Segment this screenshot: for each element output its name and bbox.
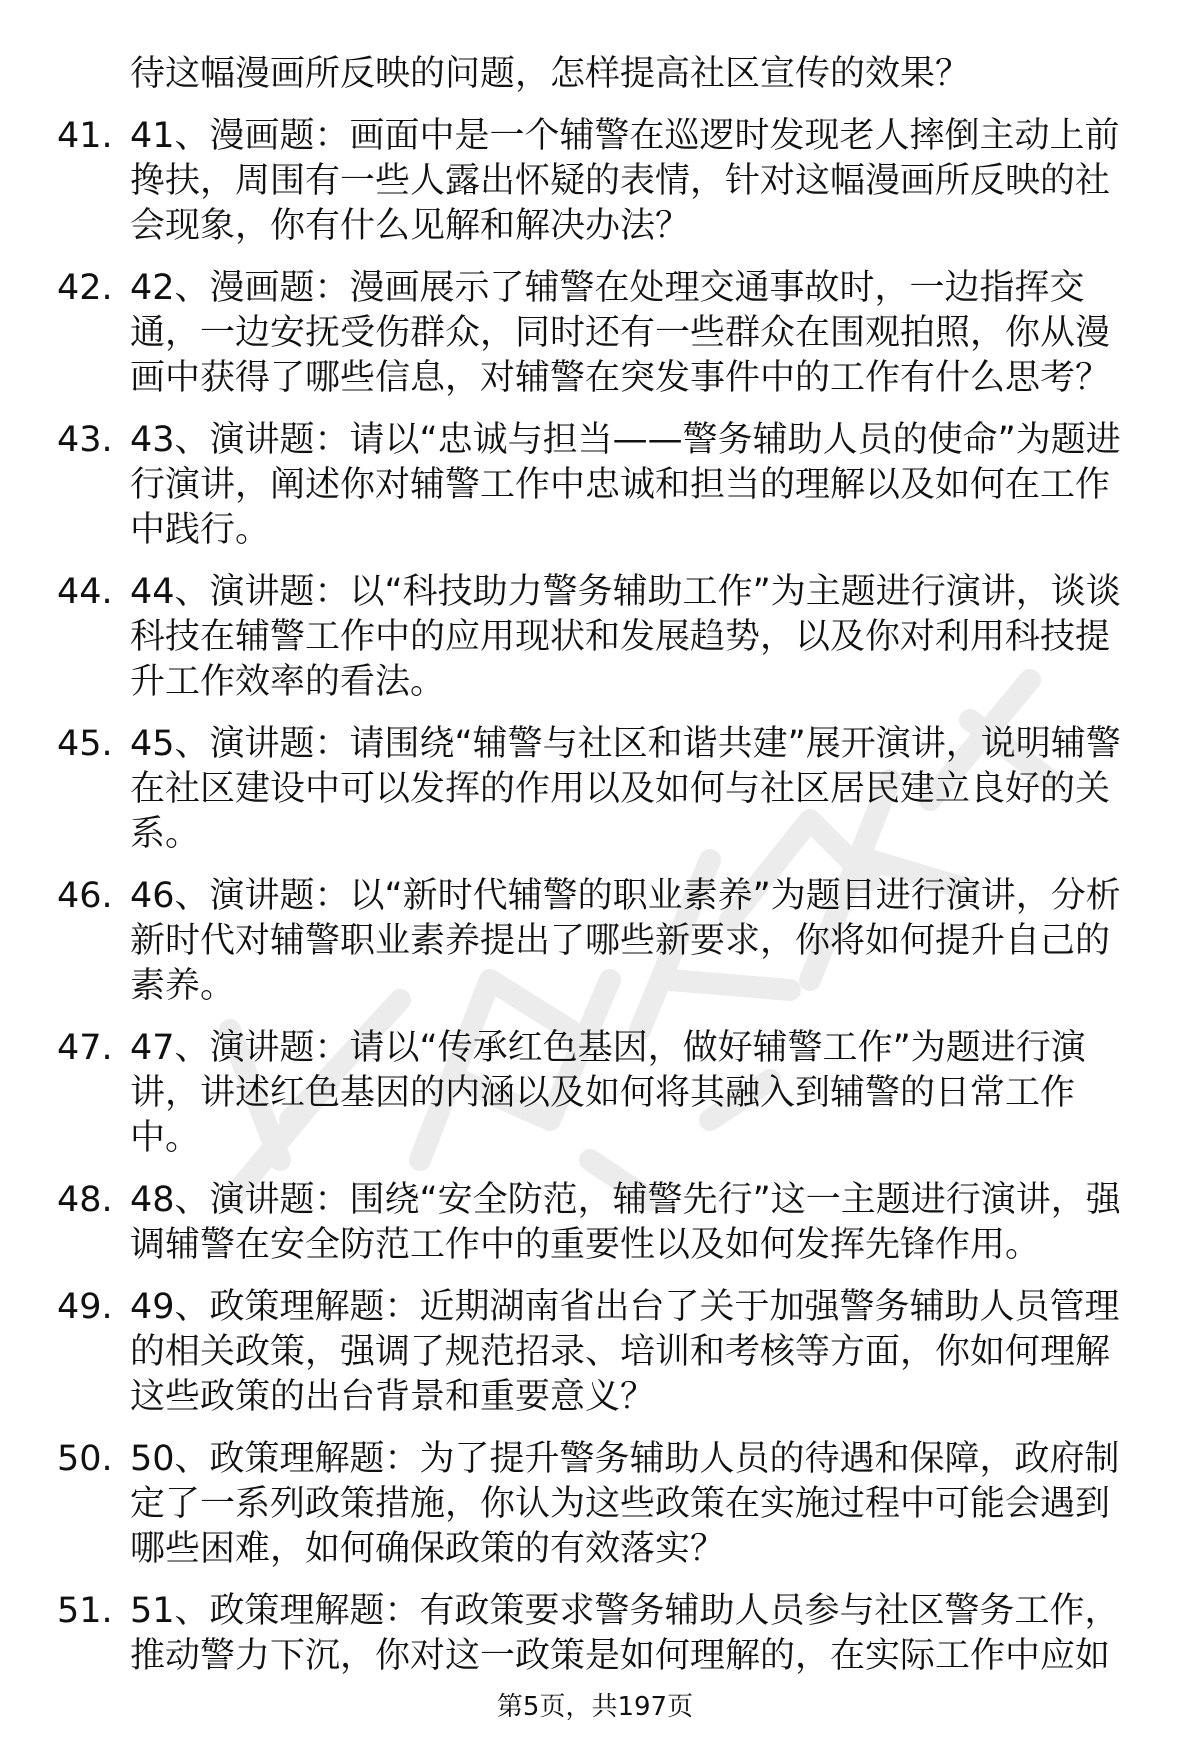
question-line: 47、演讲题：请以“传承红色基因，做好辅警工作”为题进行演 bbox=[130, 1028, 1086, 1068]
question-item bbox=[0, 1026, 1190, 1161]
question-text bbox=[130, 1026, 1135, 1161]
question-text bbox=[130, 570, 1135, 705]
question-line: 系。 bbox=[130, 814, 201, 854]
question-item bbox=[0, 1178, 1190, 1268]
question-text bbox=[130, 1437, 1135, 1572]
question-line: 45、演讲题：请围绕“辅警与社区和谐共建”展开演讲，说明辅警 bbox=[130, 724, 1121, 764]
question-line: 会现象，你有什么见解和解决办法？ bbox=[130, 206, 691, 246]
question-number: 51. bbox=[57, 1591, 113, 1631]
question-item bbox=[0, 1285, 1190, 1420]
question-number: 45. bbox=[57, 724, 113, 764]
question-item bbox=[0, 266, 1190, 401]
question-line: 画中获得了哪些信息，对辅警在突发事件中的工作有什么思考？ bbox=[130, 358, 1111, 398]
question-text bbox=[130, 1589, 1135, 1679]
question-number: 43. bbox=[57, 420, 113, 460]
question-item bbox=[0, 1589, 1190, 1679]
question-text bbox=[130, 1285, 1135, 1420]
question-line: 新时代对辅警职业素养提出了哪些新要求，你将如何提升自己的 bbox=[130, 921, 1111, 961]
question-number: 50. bbox=[57, 1439, 113, 1479]
question-line: 搀扶，周围有一些人露出怀疑的表情，针对这幅漫画所反映的社 bbox=[130, 161, 1111, 201]
question-text bbox=[130, 874, 1135, 1009]
question-line: 46、演讲题：以“新时代辅警的职业素养”为题目进行演讲，分析 bbox=[130, 876, 1121, 916]
page-number: 第5页，共197页 bbox=[496, 1692, 694, 1722]
question-item bbox=[0, 874, 1190, 1009]
question-line: 素养。 bbox=[130, 966, 236, 1006]
question-line: 的相关政策，强调了规范招录、培训和考核等方面，你如何理解 bbox=[130, 1332, 1111, 1372]
question-line: 推动警力下沉，你对这一政策是如何理解的，在实际工作中应如 bbox=[130, 1636, 1111, 1676]
question-number: 44. bbox=[57, 572, 113, 612]
question-item bbox=[0, 114, 1190, 249]
question-text bbox=[130, 114, 1135, 249]
question-line: 50、政策理解题：为了提升警务辅助人员的待遇和保障，政府制 bbox=[130, 1439, 1120, 1479]
continuation-text: 待这幅漫画所反映的问题，怎样提高社区宣传的效果？ bbox=[130, 54, 971, 94]
question-line: 升工作效率的看法。 bbox=[130, 662, 446, 702]
question-text bbox=[130, 1178, 1135, 1268]
question-number: 41. bbox=[57, 116, 113, 156]
question-line: 在社区建设中可以发挥的作用以及如何与社区居民建立良好的关 bbox=[130, 769, 1111, 809]
question-line: 哪些困难，如何确保政策的有效落实？ bbox=[130, 1529, 726, 1569]
question-line: 41、漫画题：画面中是一个辅警在巡逻时发现老人摔倒主动上前 bbox=[130, 116, 1120, 156]
question-line: 调辅警在安全防范工作中的重要性以及如何发挥先锋作用。 bbox=[130, 1225, 1041, 1265]
question-line: 这些政策的出台背景和重要意义？ bbox=[130, 1377, 656, 1417]
question-number: 49. bbox=[57, 1287, 113, 1327]
question-number: 46. bbox=[57, 876, 113, 916]
question-number: 42. bbox=[57, 268, 113, 308]
question-line: 中。 bbox=[130, 1118, 201, 1158]
question-number: 48. bbox=[57, 1180, 113, 1220]
question-item bbox=[0, 1437, 1190, 1572]
question-line: 定了一系列政策措施，你认为这些政策在实施过程中可能会遇到 bbox=[130, 1484, 1111, 1524]
question-line: 行演讲，阐述你对辅警工作中忠诚和担当的理解以及如何在工作 bbox=[130, 465, 1111, 505]
question-line: 42、漫画题：漫画展示了辅警在处理交通事故时，一边指挥交 bbox=[130, 268, 1085, 308]
question-line: 通，一边安抚受伤群众，同时还有一些群众在围观拍照，你从漫 bbox=[130, 313, 1111, 353]
question-line: 49、政策理解题：近期湖南省出台了关于加强警务辅助人员管理 bbox=[130, 1287, 1120, 1327]
question-line: 48、演讲题：围绕“安全防范，辅警先行”这一主题进行演讲，强 bbox=[130, 1180, 1121, 1220]
question-number: 47. bbox=[57, 1028, 113, 1068]
question-line: 51、政策理解题：有政策要求警务辅助人员参与社区警务工作， bbox=[130, 1591, 1120, 1631]
question-item bbox=[0, 570, 1190, 705]
question-line: 44、演讲题：以“科技助力警务辅助工作”为主题进行演讲，谈谈 bbox=[130, 572, 1121, 612]
question-line: 中践行。 bbox=[130, 510, 271, 550]
question-line: 43、演讲题：请以“忠诚与担当——警务辅助人员的使命”为题进 bbox=[130, 420, 1121, 460]
question-item bbox=[0, 418, 1190, 553]
question-line: 讲，讲述红色基因的内涵以及如何将其融入到辅警的日常工作 bbox=[130, 1073, 1076, 1113]
question-list bbox=[0, 114, 1190, 1696]
question-line: 科技在辅警工作中的应用现状和发展趋势，以及你对利用科技提 bbox=[130, 617, 1111, 657]
question-item bbox=[0, 722, 1190, 857]
question-text bbox=[130, 722, 1135, 857]
question-text bbox=[130, 418, 1135, 553]
question-text bbox=[130, 266, 1135, 401]
